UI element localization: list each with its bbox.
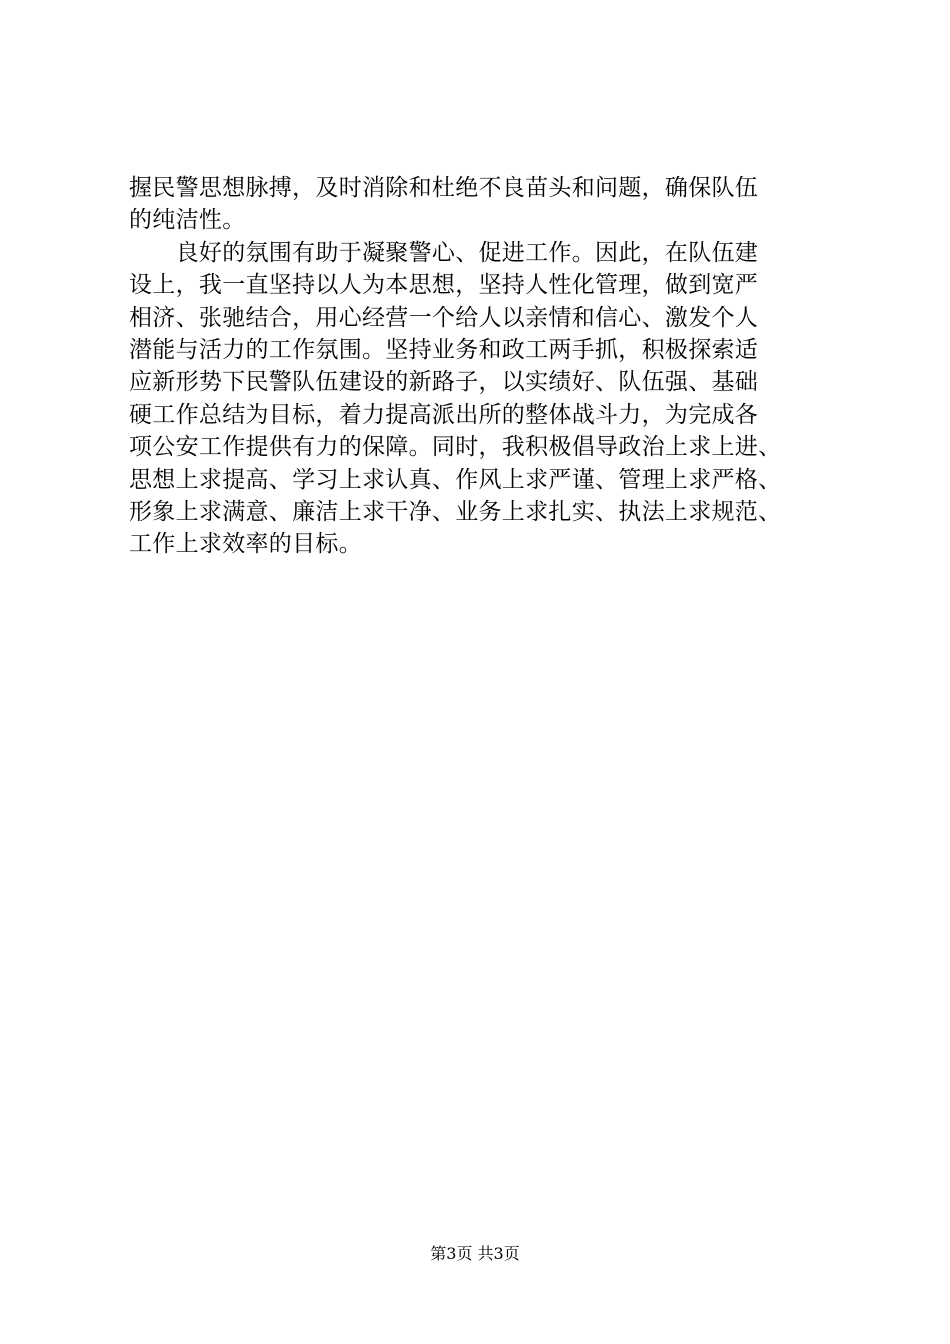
text-line: 思想上求提高、学习上求认真、作风上求严谨、管理上求严格、 xyxy=(129,466,782,493)
text-line: 握民警思想脉搏，及时消除和杜绝不良苗头和问题，确保队伍 xyxy=(129,175,759,201)
text-line: 应新形势下民警队伍建设的新路子，以实绩好、队伍强、基础 xyxy=(129,369,759,396)
text-line: 硬工作总结为目标，着力提高派出所的整体战斗力，为完成各 xyxy=(129,401,759,428)
text-line: 相济、张驰结合，用心经营一个给人以亲情和信心、激发个人 xyxy=(129,304,759,331)
text-line: 设上，我一直坚持以人为本思想，坚持人性化管理，做到宽严 xyxy=(129,272,759,299)
text-line: 工作上求效率的目标。 xyxy=(129,531,362,558)
text-line: 项公安工作提供有力的保障。同时，我积极倡导政治上求上进、 xyxy=(129,434,782,461)
text-line: 形象上求满意、廉洁上求干净、业务上求扎实、执法上求规范、 xyxy=(129,498,782,525)
text-line: 潜能与活力的工作氛围。坚持业务和政工两手抓，积极探索适 xyxy=(129,336,759,363)
text-line: 的纯洁性。 xyxy=(129,207,246,234)
body-text xyxy=(129,172,849,561)
text-line: 良好的氛围有助于凝聚警心、促进工作。因此，在队伍建 xyxy=(129,239,759,266)
page-number-footer: 第3页 共3页 xyxy=(430,1244,520,1263)
